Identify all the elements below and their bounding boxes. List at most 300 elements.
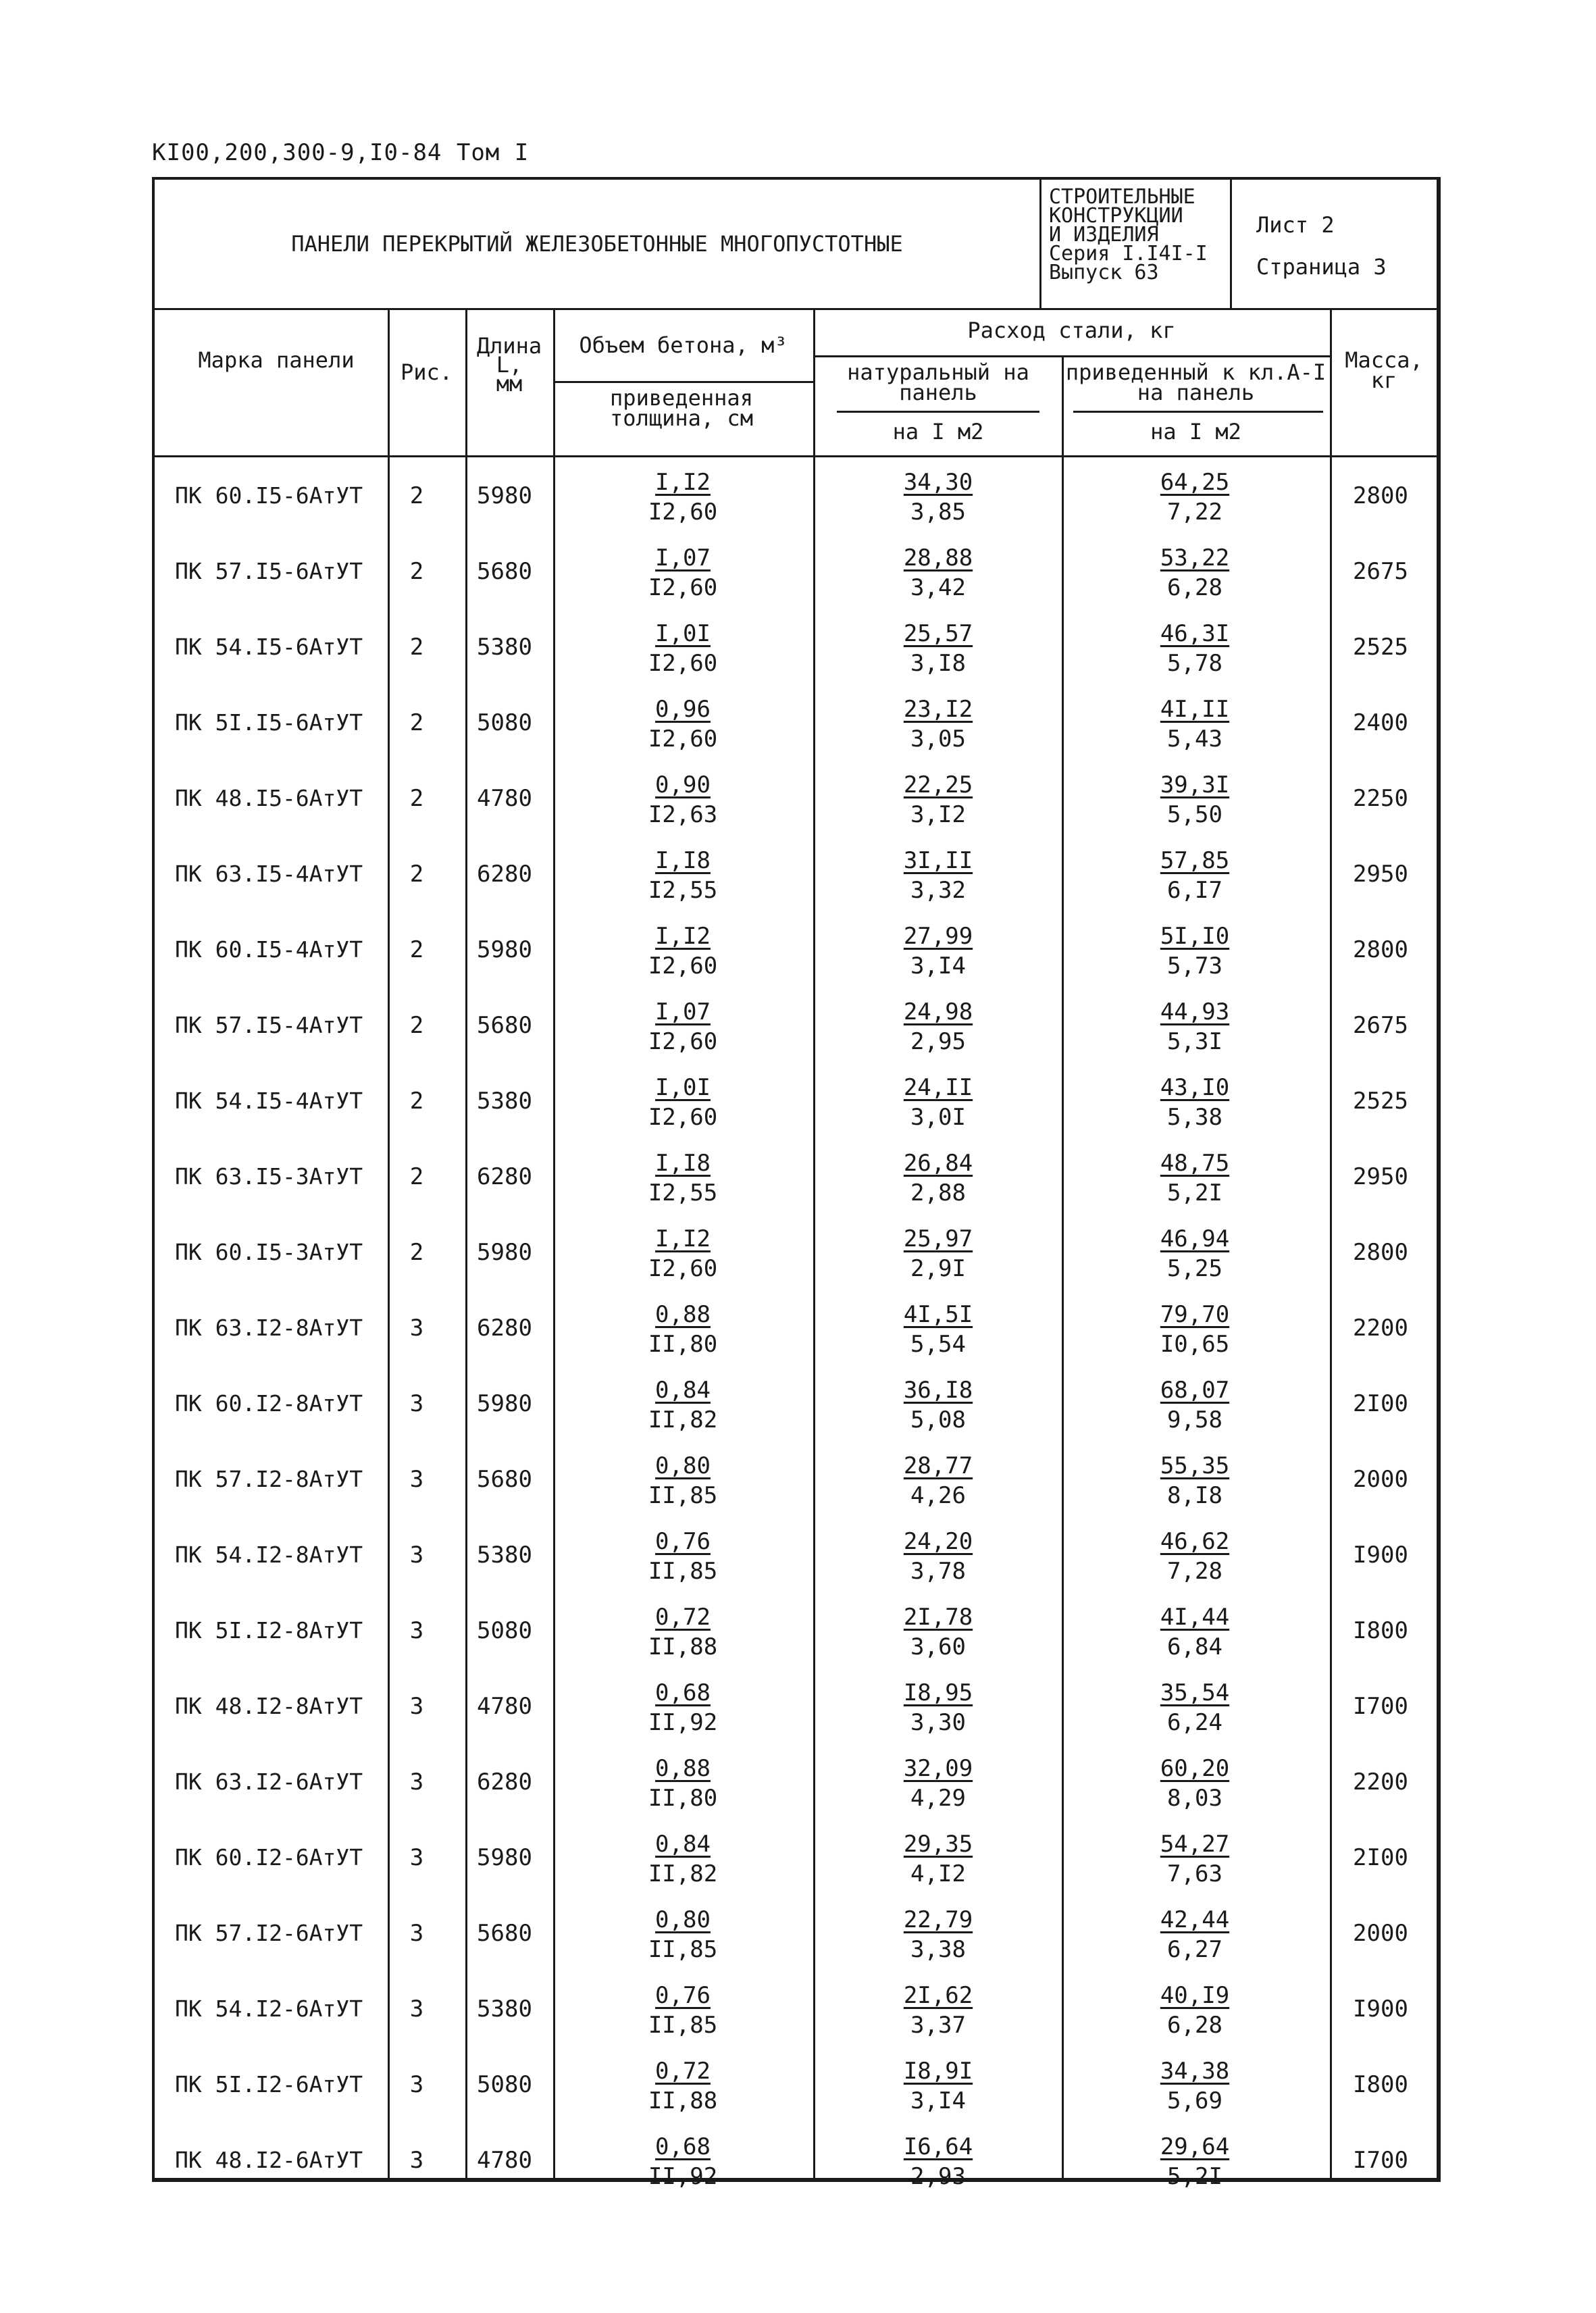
steel-reduced-fraction [1127,1981,1262,2040]
concrete-volume: I,07 [655,998,711,1025]
steel-reduced-fraction [1127,467,1262,527]
steel-natural-m2: 3,I8 [910,650,966,677]
steel-natural: I6,64 [903,2133,973,2160]
figure-number: 2 [409,936,424,963]
table-row [155,538,1437,613]
steel-natural: 25,97 [903,1225,973,1252]
figure-number: 3 [409,2071,424,2098]
panel-mark: ПК 60.I5-6АтУТ [175,482,363,509]
steel-reduced-m2: 5,78 [1167,650,1222,677]
steel-natural-m2: 3,85 [910,499,966,526]
header-mass: Масса, кг [1345,347,1423,393]
steel-natural: 27,99 [903,923,973,950]
panel-mass: 2I00 [1353,1844,1408,1871]
steel-reduced: 48,75 [1160,1150,1230,1177]
steel-reduced-m2: 5,2I [1167,1179,1222,1206]
table-row [155,840,1437,916]
steel-reduced-m2: 5,50 [1167,801,1222,828]
header-rule [1073,411,1323,413]
steel-reduced: 44,93 [1160,998,1230,1025]
reduced-thickness: II,80 [648,1785,718,1812]
reduced-thickness: II,88 [648,1633,718,1660]
panel-mass: 2I00 [1353,1390,1408,1417]
steel-natural-m2: 3,I2 [910,801,966,828]
steel-natural-fraction [871,1224,1006,1283]
concrete-fraction [615,1905,750,1964]
panel-mark: ПК 54.I2-8АтУТ [175,1542,363,1568]
table-row [155,1143,1437,1219]
steel-reduced-m2: 7,28 [1167,1558,1222,1585]
steel-reduced-m2: 5,73 [1167,952,1222,980]
header-concrete-thickness: приведенная толщина, см [610,385,753,431]
panel-mass: I900 [1353,1996,1408,2023]
panel-length: 5080 [477,709,532,736]
steel-reduced-fraction [1127,1527,1262,1586]
figure-number: 3 [409,1996,424,2023]
figure-number: 3 [409,1920,424,1947]
figure-number: 3 [409,1315,424,1342]
panel-mass: 2250 [1353,785,1408,812]
panel-length: 5680 [477,1920,532,1947]
panel-length: 5680 [477,558,532,585]
steel-reduced: 34,38 [1160,2058,1230,2085]
figure-number: 2 [409,709,424,736]
panel-mass: 2525 [1353,1088,1408,1115]
header-rule [813,355,1330,357]
panel-mass: 2675 [1353,558,1408,585]
steel-natural-fraction [871,846,1006,905]
panel-length: 4780 [477,1693,532,1720]
panel-mass: 2000 [1353,1466,1408,1493]
table-row [155,1446,1437,1521]
panel-mark: ПК 48.I2-6АтУТ [175,2147,363,2173]
reduced-thickness: I2,60 [648,499,718,526]
table-row [155,1294,1437,1370]
steel-reduced: 68,07 [1160,1377,1230,1404]
steel-reduced: 46,3I [1160,620,1230,647]
panel-length: 6280 [477,1315,532,1342]
steel-reduced-fraction [1127,1073,1262,1132]
concrete-volume: 0,72 [655,1604,711,1631]
steel-natural-fraction [871,1678,1006,1737]
figure-number: 3 [409,1844,424,1871]
steel-natural: 28,88 [903,544,973,571]
steel-reduced-m2: 6,27 [1167,1936,1222,1963]
steel-natural-m2: 2,93 [910,2163,966,2190]
panel-mass: I700 [1353,1693,1408,1720]
header-mark: Марка панели [198,347,355,373]
steel-natural-m2: 3,0I [910,1104,966,1131]
concrete-volume: I,I2 [655,469,711,496]
steel-reduced-m2: 6,I7 [1167,877,1222,904]
panel-mass: 2000 [1353,1920,1408,1947]
steel-reduced: 4I,II [1160,696,1230,723]
panel-length: 5680 [477,1466,532,1493]
steel-reduced: 46,94 [1160,1225,1230,1252]
steel-reduced: 55,35 [1160,1452,1230,1479]
panel-mark: ПК 60.I5-4АтУТ [175,936,363,963]
figure-number: 2 [409,1239,424,1266]
reduced-thickness: I2,55 [648,877,718,904]
panel-length: 5380 [477,1542,532,1569]
steel-natural-fraction [871,997,1006,1057]
steel-reduced-fraction [1127,997,1262,1057]
steel-reduced-fraction [1127,1224,1262,1283]
reduced-thickness: II,85 [648,1558,718,1585]
steel-reduced: 42,44 [1160,1906,1230,1933]
table-row [155,1824,1437,1900]
panel-length: 5080 [477,2071,532,2098]
steel-reduced-m2: 6,28 [1167,2012,1222,2039]
panel-length: 5980 [477,1844,532,1871]
steel-natural: 3I,II [903,847,973,874]
reduced-thickness: II,92 [648,1709,718,1736]
steel-natural-fraction [871,694,1006,754]
concrete-volume: I,0I [655,620,711,647]
steel-natural-fraction [871,1527,1006,1586]
steel-reduced-m2: 5,69 [1167,2087,1222,2114]
figure-number: 3 [409,1542,424,1569]
figure-number: 3 [409,1466,424,1493]
steel-reduced-fraction [1127,543,1262,603]
panel-mark: ПК 5I.I2-6АтУТ [175,2071,363,2098]
steel-reduced-m2: I0,65 [1160,1331,1230,1358]
panel-mark: ПК 57.I5-6АтУТ [175,558,363,584]
steel-natural-fraction [871,619,1006,678]
steel-natural: 34,30 [903,469,973,496]
steel-reduced-fraction [1127,619,1262,678]
concrete-volume: I,I2 [655,923,711,950]
panel-mark: ПК 54.I5-6АтУТ [175,634,363,660]
concrete-fraction [615,2056,750,2116]
steel-natural-fraction [871,2056,1006,2116]
steel-natural-m2: 2,88 [910,1179,966,1206]
steel-reduced-m2: 6,84 [1167,1633,1222,1660]
steel-reduced-fraction [1127,1300,1262,1359]
panel-mark: ПК 60.I2-8АтУТ [175,1390,363,1417]
panel-length: 5380 [477,1088,532,1115]
steel-natural: 28,77 [903,1452,973,1479]
concrete-fraction [615,619,750,678]
steel-natural: 2I,62 [903,1982,973,2009]
steel-natural-fraction [871,1073,1006,1132]
steel-natural: 24,20 [903,1528,973,1555]
reduced-thickness: II,82 [648,1860,718,1887]
concrete-fraction [615,997,750,1057]
steel-reduced-m2: 5,38 [1167,1104,1222,1131]
steel-reduced-fraction [1127,694,1262,754]
concrete-volume: 0,68 [655,1679,711,1706]
panel-mark: ПК 60.I5-3АтУТ [175,1239,363,1265]
panel-mark: ПК 57.I2-6АтУТ [175,1920,363,1946]
figure-number: 3 [409,1390,424,1417]
table-row [155,1900,1437,1975]
header-length-line: L, [496,352,523,378]
concrete-fraction [615,694,750,754]
panel-mark: ПК 54.I5-4АтУТ [175,1088,363,1114]
steel-natural-fraction [871,1905,1006,1964]
panel-length: 4780 [477,2147,532,2174]
panel-mark: ПК 48.I5-6АтУТ [175,785,363,811]
header-steel-natural: натуральный на панель [847,359,1029,405]
concrete-volume: 0,72 [655,2058,711,2085]
reduced-thickness: I2,60 [648,952,718,980]
figure-number: 3 [409,1617,424,1644]
steel-reduced-m2: 8,03 [1167,1785,1222,1812]
panel-length: 5380 [477,1996,532,2023]
concrete-volume: 0,68 [655,2133,711,2160]
steel-natural: 36,I8 [903,1377,973,1404]
figure-number: 2 [409,482,424,509]
steel-natural-m2: 3,30 [910,1709,966,1736]
panel-mark: ПК 63.I5-4АтУТ [175,861,363,887]
reduced-thickness: I2,60 [648,1104,718,1131]
reduced-thickness: I2,60 [648,1028,718,1055]
steel-natural: 22,79 [903,1906,973,1933]
reduced-thickness: I2,60 [648,650,718,677]
series-line: И ИЗДЕЛИЯ [1049,223,1159,247]
steel-natural-fraction [871,1981,1006,2040]
steel-reduced-m2: 7,22 [1167,499,1222,526]
document-title: ПАНЕЛИ ПЕРЕКРЫТИЙ ЖЕЛЕЗОБЕТОННЫЕ МНОГОПУСТОТНЫЕ [155,180,1041,308]
panel-length: 6280 [477,861,532,888]
series-line: КОНСТРУКЦИИ [1049,204,1183,228]
panel-mark: ПК 60.I2-6АтУТ [175,1844,363,1871]
header-steel-natural-m2: на I м2 [892,419,984,444]
steel-natural-fraction [871,1375,1006,1435]
steel-reduced: 5I,I0 [1160,923,1230,950]
steel-natural-m2: 5,54 [910,1331,966,1358]
panel-mark: ПК 57.I5-4АтУТ [175,1012,363,1038]
concrete-volume: 0,80 [655,1452,711,1479]
reduced-thickness: I2,60 [648,726,718,753]
steel-reduced: 4I,44 [1160,1604,1230,1631]
concrete-volume: I,I2 [655,1225,711,1252]
header-length [465,333,553,397]
steel-reduced-fraction [1127,1754,1262,1813]
reduced-thickness: I2,55 [648,1179,718,1206]
steel-reduced-m2: 6,24 [1167,1709,1222,1736]
concrete-volume: 0,84 [655,1831,711,1858]
steel-natural-m2: 3,60 [910,1633,966,1660]
steel-natural-m2: 3,I4 [910,952,966,980]
steel-natural: 23,I2 [903,696,973,723]
concrete-fraction [615,1300,750,1359]
reduced-thickness: I2,60 [648,574,718,601]
concrete-fraction [615,2132,750,2191]
figure-number: 2 [409,861,424,888]
table-row [155,1597,1437,1673]
figure-number: 2 [409,634,424,661]
panel-length: 5980 [477,1239,532,1266]
steel-natural: 2I,78 [903,1604,973,1631]
concrete-fraction [615,1678,750,1737]
steel-natural-m2: 3,42 [910,574,966,601]
steel-reduced: 39,3I [1160,771,1230,798]
steel-natural-m2: 3,I4 [910,2087,966,2114]
panel-length: 6280 [477,1769,532,1796]
figure-number: 3 [409,1769,424,1796]
table-row [155,1370,1437,1446]
steel-natural-m2: 5,08 [910,1406,966,1433]
panel-mark: ПК 54.I2-6АтУТ [175,1996,363,2022]
header-steel-reduced-m2: на I м2 [1150,419,1241,444]
concrete-volume: 0,90 [655,771,711,798]
steel-reduced-fraction [1127,2132,1262,2191]
panel-mark: ПК 5I.I5-6АтУТ [175,709,363,736]
steel-reduced-fraction [1127,921,1262,981]
steel-natural-m2: 2,95 [910,1028,966,1055]
steel-natural-fraction [871,1754,1006,1813]
steel-natural-fraction [871,1451,1006,1510]
steel-reduced-fraction [1127,1829,1262,1889]
concrete-volume: 0,84 [655,1377,711,1404]
concrete-volume: 0,80 [655,1906,711,1933]
steel-reduced: 35,54 [1160,1679,1230,1706]
panel-mark: ПК 57.I2-8АтУТ [175,1466,363,1492]
concrete-volume: I,I8 [655,847,711,874]
concrete-fraction [615,1224,750,1283]
concrete-fraction [615,1375,750,1435]
concrete-fraction [615,921,750,981]
table-row [155,462,1437,538]
steel-reduced-fraction [1127,1148,1262,1208]
panel-mark: ПК 63.I2-6АтУТ [175,1769,363,1795]
table-row [155,1219,1437,1294]
steel-natural: 24,98 [903,998,973,1025]
panel-length: 5980 [477,1390,532,1417]
steel-reduced: 40,I9 [1160,1982,1230,2009]
steel-natural-fraction [871,543,1006,603]
concrete-volume: I,I8 [655,1150,711,1177]
concrete-fraction [615,1981,750,2040]
concrete-fraction [615,1754,750,1813]
series-line: СТРОИТЕЛЬНЫЕ [1049,185,1195,209]
concrete-volume: I,0I [655,1074,711,1101]
panel-mass: 2800 [1353,936,1408,963]
steel-reduced-m2: 9,58 [1167,1406,1222,1433]
concrete-fraction [615,1527,750,1586]
page-number: Страница 3 [1256,254,1387,280]
panel-length: 5680 [477,1012,532,1039]
steel-natural-m2: 3,32 [910,877,966,904]
steel-natural-m2: 3,38 [910,1936,966,1963]
reduced-thickness: I2,63 [648,801,718,828]
concrete-fraction [615,1451,750,1510]
table-row [155,1673,1437,1748]
steel-reduced: 60,20 [1160,1755,1230,1782]
panel-mass: 2950 [1353,861,1408,888]
steel-reduced-fraction [1127,770,1262,830]
concrete-volume: 0,88 [655,1755,711,1782]
steel-natural-fraction [871,1148,1006,1208]
steel-reduced-fraction [1127,846,1262,905]
table-row [155,613,1437,689]
figure-number: 2 [409,1088,424,1115]
steel-reduced-m2: 7,63 [1167,1860,1222,1887]
steel-natural-m2: 3,37 [910,2012,966,2039]
steel-reduced-m2: 5,43 [1167,726,1222,753]
table-row [155,765,1437,840]
steel-reduced-fraction [1127,1375,1262,1435]
reduced-thickness: II,82 [648,1406,718,1433]
table-row [155,1748,1437,1824]
concrete-fraction [615,1829,750,1889]
concrete-fraction [615,467,750,527]
panel-length: 6280 [477,1163,532,1190]
reduced-thickness: II,88 [648,2087,718,2114]
concrete-fraction [615,1148,750,1208]
figure-number: 2 [409,558,424,585]
figure-number: 2 [409,785,424,812]
reduced-thickness: I2,60 [648,1255,718,1282]
concrete-fraction [615,543,750,603]
header-rule [553,381,813,383]
concrete-fraction [615,770,750,830]
steel-natural-m2: 3,05 [910,726,966,753]
panel-mass: 2200 [1353,1769,1408,1796]
figure-number: 3 [409,2147,424,2174]
concrete-fraction [615,1602,750,1662]
steel-natural-fraction [871,1300,1006,1359]
steel-natural-m2: 2,9I [910,1255,966,1282]
steel-natural-fraction [871,2132,1006,2191]
panel-length: 4780 [477,785,532,812]
steel-natural-m2: 4,I2 [910,1860,966,1887]
steel-natural: I8,95 [903,1679,973,1706]
concrete-fraction [615,846,750,905]
sheet-number: Лист 2 [1256,212,1335,238]
steel-natural-m2: 4,26 [910,1482,966,1509]
concrete-fraction [615,1073,750,1132]
panel-mass: 2400 [1353,709,1408,736]
document-code: КI00,200,300-9,I0-84 Том I [152,139,530,166]
steel-reduced: 57,85 [1160,847,1230,874]
table-row [155,916,1437,992]
reduced-thickness: II,85 [648,2012,718,2039]
header-length-line: мм [496,371,523,397]
steel-reduced-m2: 5,3I [1167,1028,1222,1055]
table-row [155,1521,1437,1597]
steel-natural-fraction [871,1829,1006,1889]
panel-mass: I900 [1353,1542,1408,1569]
steel-natural-fraction [871,1602,1006,1662]
steel-reduced-m2: 5,2I [1167,2163,1222,2190]
panel-mass: 2525 [1353,634,1408,661]
panel-mass: 2200 [1353,1315,1408,1342]
panel-mass: 2675 [1353,1012,1408,1039]
series-line: Серия I.I4I-I [1049,242,1208,265]
figure-number: 3 [409,1693,424,1720]
concrete-volume: I,07 [655,544,711,571]
panel-length: 5980 [477,482,532,509]
steel-natural-m2: 4,29 [910,1785,966,1812]
figure-number: 2 [409,1012,424,1039]
steel-reduced-m2: 6,28 [1167,574,1222,601]
panel-mass: 2800 [1353,482,1408,509]
steel-reduced: 64,25 [1160,469,1230,496]
header-figure: Рис. [400,359,453,385]
steel-reduced: 53,22 [1160,544,1230,571]
steel-reduced-fraction [1127,1905,1262,1964]
steel-reduced-fraction [1127,1602,1262,1662]
steel-reduced-fraction [1127,2056,1262,2116]
steel-natural: 25,57 [903,620,973,647]
steel-reduced: 54,27 [1160,1831,1230,1858]
steel-reduced-fraction [1127,1451,1262,1510]
panel-mark: ПК 5I.I2-8АтУТ [175,1617,363,1644]
steel-natural-fraction [871,467,1006,527]
